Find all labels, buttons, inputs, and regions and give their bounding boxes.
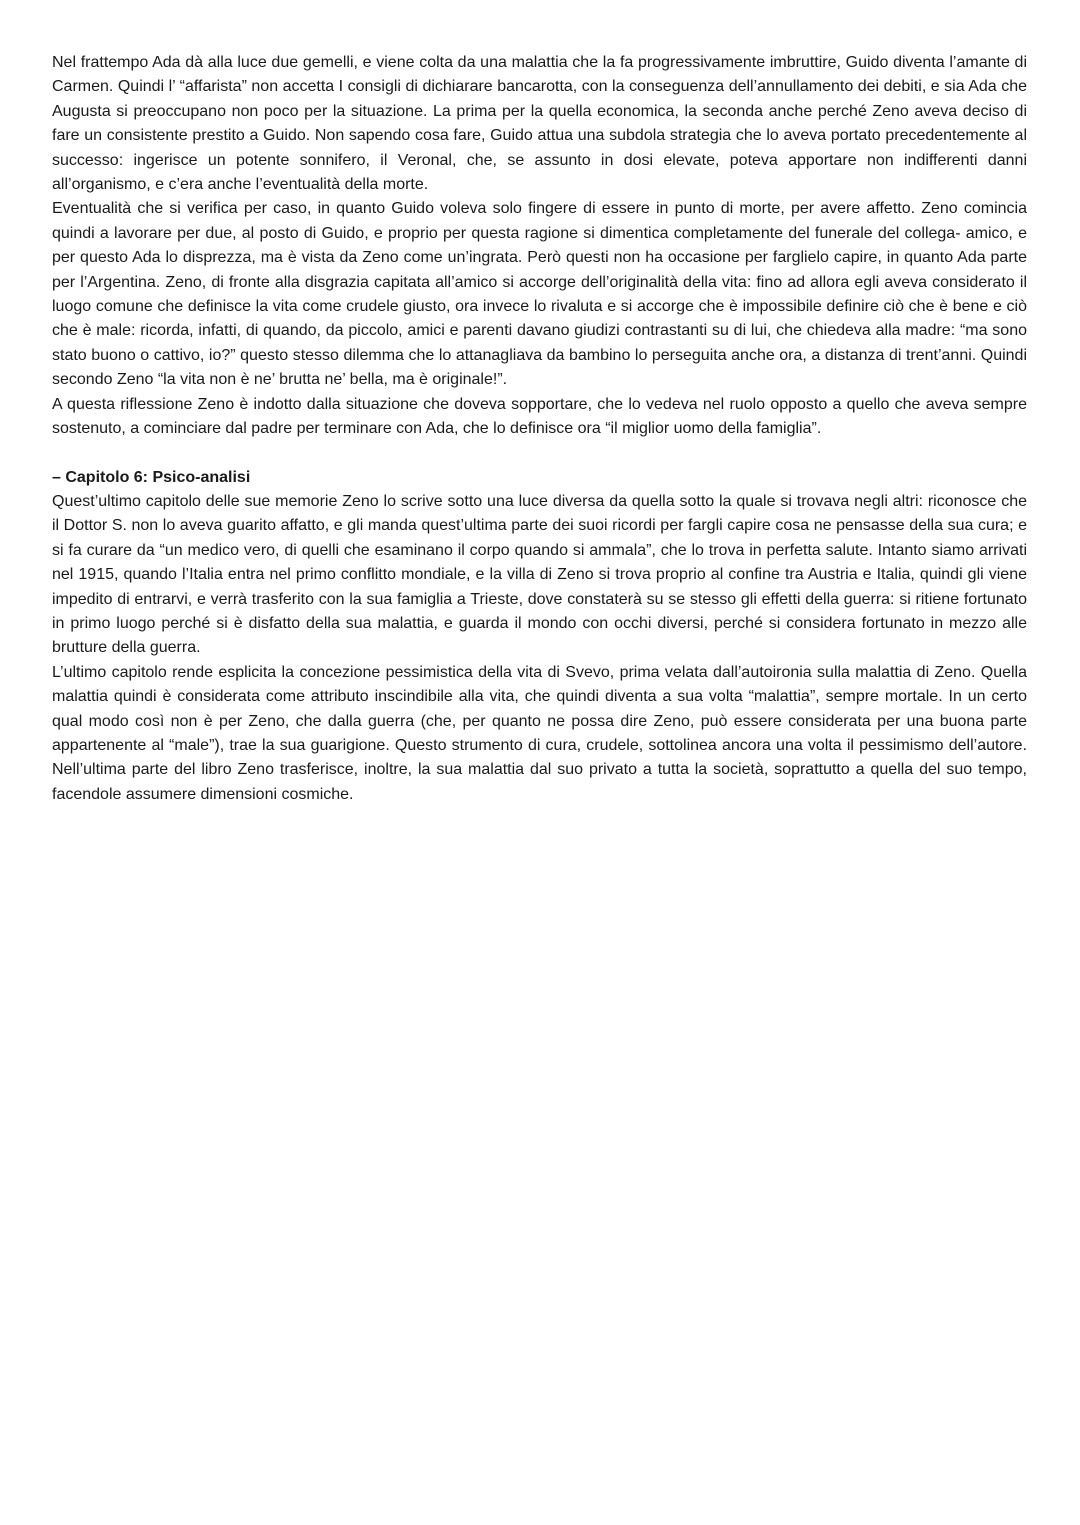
paragraph-psychoanalysis: Quest’ultimo capitolo delle sue memorie Zeno lo scrive sotto una luce diversa da quella sotto la quale si trovava negli altri: riconosce che il Dottor S. non lo aveva guarito affatto, e gli manda quest’ultima parte dei suoi ricordi per fargli capire cosa ne pensasse della sua cura; e si fa curare da “un medico vero, di quelli che esaminano il corpo quando si ammala”, che lo trova in perfetta salute. Intanto siamo arrivati nel 1915, quando l’Italia entra nel primo conflitto mondiale, e la villa di Zeno si trova proprio al confine tra Austria e Italia, quindi gli viene impedito di entrarvi, e verrà trasferito con la sua famiglia a Trieste, dove constaterà su se stesso gli effetti della guerra: si ritiene fortunato in primo luogo perché si è disfatto della sua malattia, e guarda il mondo con occhi diversi, perché si considera fortunato in mezzo alle brutture della guerra. xyxy=(52,492,1027,657)
paragraph-ada-twins: Nel frattempo Ada dà alla luce due gemelli, e viene colta da una malattia che la fa progressivamente imbruttire, Guido diventa l’amante di Carmen. Quindi l’ “affarista” non accetta I consigli di dichiarare bancarotta, con la conseguenza dell’annullamento dei debiti, e sia Ada che Augusta si preoccupano non poco per la situazione. La prima per la quella economica, la seconda anche perché Zeno aveva deciso di fare un consistente prestito a Guido. Non sapendo cosa fare, Guido attua una subdola strategia che lo aveva portato precedentemente al successo: ingerisce un potente sonnifero, il Veronal, che, se assunto in dosi elevate, poteva apportare non indifferenti danni all’organismo, e c’era anche l’eventualità della morte. xyxy=(52,54,1027,194)
chapter-6-heading: – Capitolo 6: Psico-analisi xyxy=(52,468,251,486)
section-spacer xyxy=(52,442,1027,466)
paragraph-pessimism: L’ultimo capitolo rende esplicita la concezione pessimistica della vita di Svevo, prima velata dall’autoironia sulla malattia di Zeno. Quella malattia quindi è considerata come attributo inscindibile alla vita, che quindi diventa a sua volta “malattia”, sempre mortale. In un certo qual modo così non è per Zeno, che dalla guerra (che, per quanto ne possa dire Zeno, può essere considerata per una buona parte appartenente al “male”), trae la sua guarigione. Questo strumento di cura, crudele, sottolinea ancora una volta il pessimismo dell’autore. Nell’ultima parte del libro Zeno trasferisce, inoltre, la sua malattia dal suo privato a tutta la società, soprattutto a quella del suo tempo, facendole assumere dimensioni cosmiche. xyxy=(52,663,1027,803)
document-page xyxy=(52,51,1027,807)
paragraph-zeno-reflection: A questa riflessione Zeno è indotto dalla situazione che doveva sopportare, che lo vedeva nel ruolo opposto a quello che aveva sempre sostenuto, a cominciare dal padre per terminare con Ada, che lo definisce ora “il miglior uomo della famiglia”. xyxy=(52,395,1027,438)
paragraph-guido-death: Eventualità che si verifica per caso, in quanto Guido voleva solo fingere di essere in punto di morte, per avere affetto. Zeno comincia quindi a lavorare per due, al posto di Guido, e proprio per questa ragione si dimentica completamente del funerale del collega- amico, e per questo Ada lo disprezza, ma è vista da Zeno come un’ingrata. Però questi non ha occasione per farglielo capire, in quanto Ada parte per l’Argentina. Zeno, di fronte alla disgrazia capitata all’amico si accorge dell’originalità della vita: fino ad allora egli aveva considerato il luogo comune che definisce la vita come crudele giusto, ora invece lo rivaluta e si accorge che è impossibile definire ciò che è bene e ciò che è male: ricorda, infatti, di quando, da piccolo, amici e parenti davano giudizi contrastanti su di lui, che chiedeva alla madre: “ma sono stato buono o cattivo, io?” questo stesso dilemma che lo attanagliava da bambino lo perseguita anche ora, a distanza di trent’anni. Quindi secondo Zeno “la vita non è ne’ brutta ne’ bella, ma è originale!”. xyxy=(52,200,1027,389)
